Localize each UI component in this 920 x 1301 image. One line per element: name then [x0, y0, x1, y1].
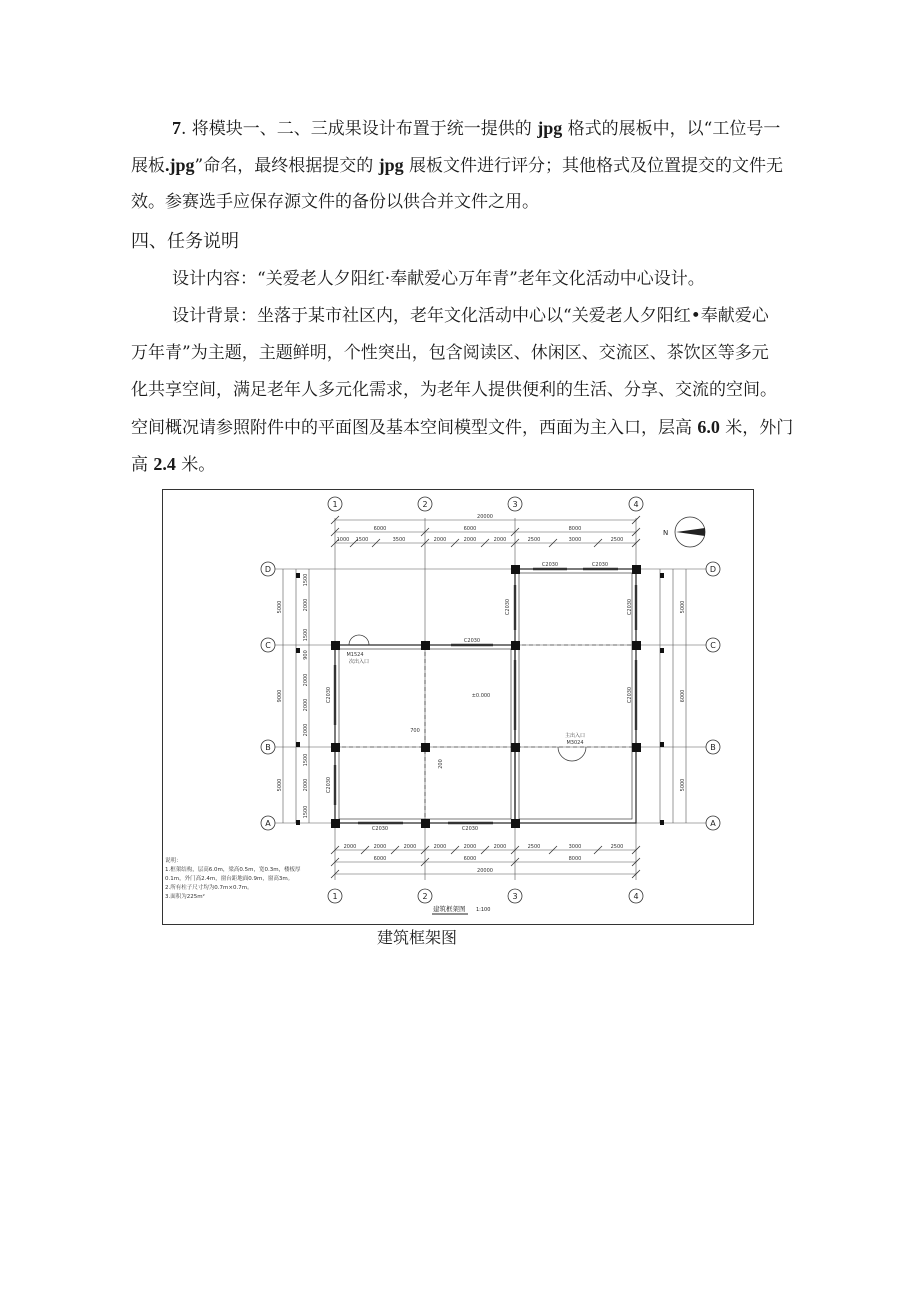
dim-left-sub: 1500: [303, 573, 309, 587]
dim-left-sub: 2000: [303, 598, 309, 612]
main-door-code: M3024: [566, 740, 584, 746]
para7-text: ”命名，最终根据提交的: [194, 156, 379, 176]
notes-title: 说明：: [165, 858, 182, 864]
dim-bottom-span: 8000: [568, 856, 582, 862]
section-heading: 四、任务说明: [131, 231, 239, 252]
para7-number: 7: [172, 118, 181, 138]
side-door-name: 次出入口: [348, 659, 370, 665]
figure-caption: 建筑框架图: [377, 928, 458, 947]
grid-row-label: C: [265, 641, 271, 650]
dim-left-sub: 2000: [303, 698, 309, 712]
background-line3: 化共享空间，满足老年人多元化需求，为老年人提供便利的生活、分享、交流的空间。: [131, 380, 777, 400]
background-text: 空间概况请参照附件中的平面图及基本空间模型文件，西面为主入口，层高: [131, 418, 698, 438]
para7-line2: [131, 154, 783, 177]
design-content-line: 设计内容：“关爱老人夕阳红·奉献爱心万年青”老年文化活动中心设计。: [172, 269, 705, 289]
dim-left-sub: 1500: [303, 753, 309, 767]
grid-col-label: 2: [422, 500, 428, 509]
dim-bottom-sub: 2000: [373, 844, 387, 850]
background-line1: 设计背景：坐落于某市社区内，老年文化活动中心以“关爱老人夕阳红•奉献爱心: [172, 306, 769, 326]
window-label: C2030: [505, 598, 511, 616]
grid-row-label: B: [710, 743, 716, 752]
window-label: C2030: [627, 598, 633, 616]
dim-left-sub: 900: [303, 650, 309, 660]
grid-row-label: D: [709, 565, 717, 574]
dim-right-span: 5000: [680, 600, 686, 614]
dim-bottom-sub: 2500: [527, 844, 541, 850]
background-text: 高: [131, 455, 154, 475]
dim-top-sub: 2000: [433, 537, 447, 543]
column-dim-700: 700: [410, 728, 420, 734]
background-text: 米。: [175, 455, 216, 475]
dim-top-span: 6000: [463, 526, 477, 532]
window-label: C2030: [326, 776, 332, 794]
dim-top-sub: 1000: [336, 537, 350, 543]
window-label: C2030: [463, 638, 481, 644]
dim-top-sub: 1500: [355, 537, 369, 543]
dim-total-bottom: 20000: [477, 868, 493, 874]
note-line: 1.框架结构，层高6.0m，梁高0.5m，宽0.3m，楼板厚: [165, 867, 301, 873]
floor-plan-figure: [162, 489, 754, 925]
dim-left-sub: 2000: [303, 778, 309, 792]
window-label: C2030: [326, 686, 332, 704]
grid-col-label: 3: [512, 500, 518, 509]
window-label: C2030: [371, 826, 389, 832]
dim-bottom-sub: 2000: [463, 844, 477, 850]
dim-left-sub: 1500: [303, 805, 309, 819]
column-dim-200: 200: [438, 759, 444, 769]
window-label: C2030: [541, 562, 559, 568]
window-label: C2030: [591, 562, 609, 568]
para7-line3: 效。参赛选手应保存源文件的备份以供合并文件之用。: [131, 192, 539, 212]
dim-bottom-sub: 2000: [493, 844, 507, 850]
drawing-title: 建筑框架图: [433, 905, 466, 913]
dim-top-sub: 2000: [493, 537, 507, 543]
floor-height-value: 6.0: [697, 417, 720, 437]
elevation-label: ±0.000: [471, 693, 491, 699]
north-arrow-icon: [675, 517, 705, 547]
dim-total-top: 20000: [477, 514, 493, 520]
grid-row-label: A: [265, 819, 271, 828]
side-door-code: M1524: [346, 652, 364, 658]
main-door-name: 主出入口: [564, 733, 586, 739]
background-line5: [131, 453, 215, 476]
background-line2: 万年青”为主题，主题鲜明，个性突出，包含阅读区、休闲区、交流区、茶饮区等多元: [131, 343, 769, 363]
floor-plan-drawing: [163, 490, 753, 924]
dim-top-span: 6000: [373, 526, 387, 532]
jpg-bold: .jpg: [165, 155, 195, 175]
note-line: 0.1m，外门高2.4m，窗台距地面0.9m，窗高3m。: [165, 876, 294, 882]
grid-row-label: A: [710, 819, 716, 828]
background-line4: [131, 416, 793, 439]
north-label: N: [663, 529, 669, 537]
para7-text: 展板: [131, 156, 165, 176]
dim-left-span: 5000: [277, 600, 283, 614]
dim-left-sub: 2000: [303, 723, 309, 737]
window-label: C2030: [627, 686, 633, 704]
para7-text: 展板文件进行评分；其他格式及位置提交的文件无: [403, 156, 784, 176]
jpg-bold: jpg: [537, 118, 563, 138]
drawing-scale: 1:100: [476, 907, 491, 913]
grid-col-label: 1: [332, 892, 338, 901]
door-height-value: 2.4: [153, 454, 176, 474]
grid-col-label: 3: [512, 892, 518, 901]
dim-bottom-span: 6000: [463, 856, 477, 862]
dim-left-span: 5000: [277, 778, 283, 792]
grid-row-label: B: [265, 743, 271, 752]
grid-col-label: 2: [422, 892, 428, 901]
note-line: 2.所有柱子尺寸均为0.7m×0.7m。: [165, 885, 253, 891]
dim-left-sub: 1500: [303, 628, 309, 642]
dim-top-span: 8000: [568, 526, 582, 532]
dim-top-sub: 3500: [392, 537, 406, 543]
para7-line1: [172, 117, 780, 140]
dim-top-sub: 2500: [610, 537, 624, 543]
dim-bottom-sub: 2000: [403, 844, 417, 850]
dim-bottom-sub: 3000: [568, 844, 582, 850]
grid-col-label: 4: [633, 892, 639, 901]
jpg-bold: jpg: [378, 155, 404, 175]
dim-bottom-sub: 2500: [610, 844, 624, 850]
dim-right-span: 5000: [680, 778, 686, 792]
grid-row-label: D: [264, 565, 272, 574]
dim-left-sub: 2000: [303, 673, 309, 687]
grid-row-label: C: [710, 641, 716, 650]
window-label: C2030: [461, 826, 479, 832]
dim-top-sub: 2000: [463, 537, 477, 543]
note-line: 3.面积为225m²: [165, 894, 205, 900]
dim-top-sub: 3000: [568, 537, 582, 543]
background-text: 米，外门: [719, 418, 794, 438]
dim-left-span: 9000: [277, 689, 283, 703]
para7-text: . 将模块一、二、三成果设计布置于统一提供的: [181, 119, 538, 139]
dim-bottom-sub: 2000: [433, 844, 447, 850]
dim-top-sub: 2500: [527, 537, 541, 543]
grid-col-label: 1: [332, 500, 338, 509]
dim-right-span: 6000: [680, 689, 686, 703]
dim-bottom-span: 6000: [373, 856, 387, 862]
grid-col-label: 4: [633, 500, 639, 509]
dim-bottom-sub: 2000: [343, 844, 357, 850]
para7-text: 格式的展板中，以“工位号一: [562, 119, 781, 139]
